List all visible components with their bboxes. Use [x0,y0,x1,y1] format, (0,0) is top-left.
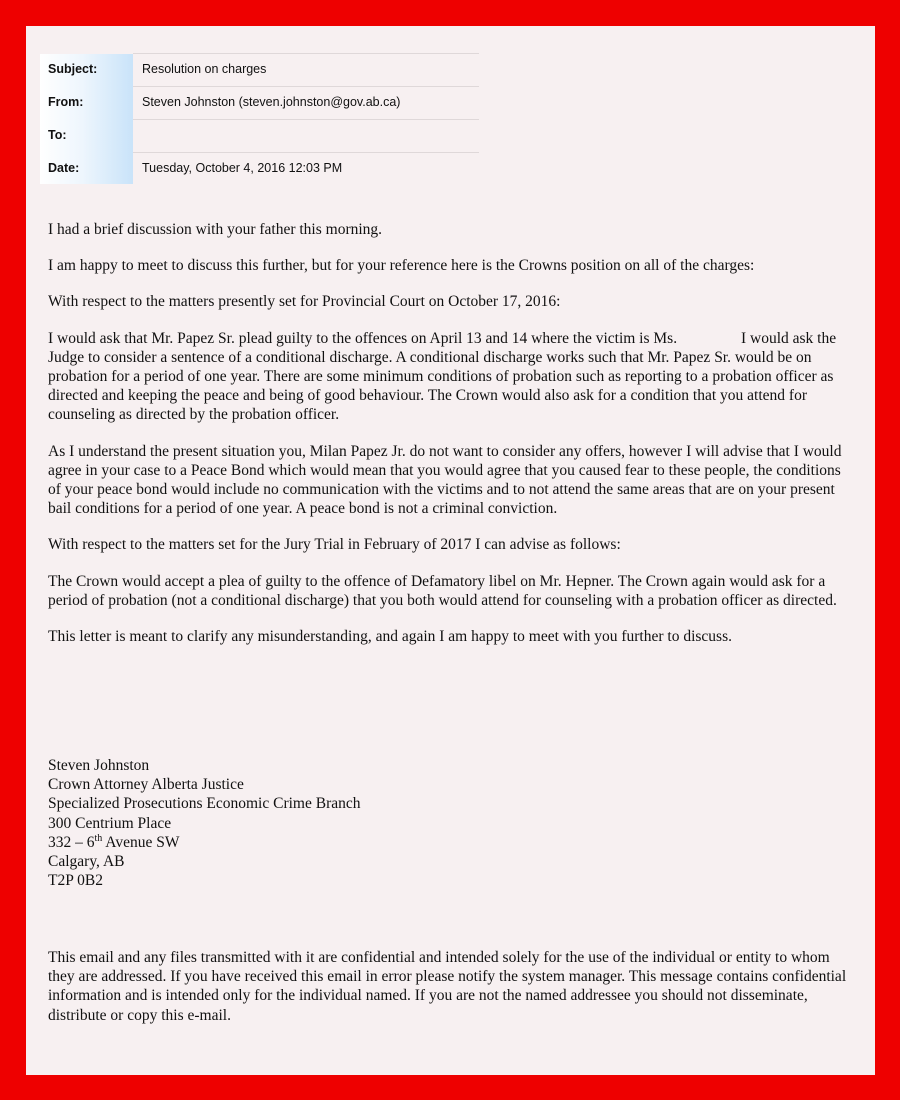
signature-title: Crown Attorney Alberta Justice [48,776,244,794]
confidentiality-disclaimer: This email and any files transmitted with it are confidential and intended solely for the use of the individual or entity to whom they are addressed. If you have received this email in error please notify the system manager. This message contains confidential information and is intended only for the individual named. If you are not the named addressee you should not disseminate, distribute or copy this e-mail. [48,949,847,1024]
paragraph: This letter is meant to clarify any misunderstanding, and again I am happy to meet with you further to discuss. [48,628,732,646]
from-row [26,91,526,113]
date-label: Date: [48,161,80,175]
from-label: From: [48,95,84,109]
header-rule [133,152,479,153]
subject-row [26,58,526,80]
paragraph: The Crown would accept a plea of guilty to the offence of Defamatory libel on Mr. Hepner. The Crown again would ask for a period of probation (not a conditional discharge) that you both would attend for counseling with a probation officer as directed. [48,572,837,609]
paragraph: With respect to the matters set for the Jury Trial in February of 2017 I can advise as follows: [48,536,621,554]
signature-block [48,756,361,890]
paragraph [48,329,843,425]
paragraph: As I understand the present situation you, Milan Papez Jr. do not want to consider any offers, however I will advise that I would agree in your case to a Peace Bond which would mean that you would agree that you caused fear to these people, the conditions of your peace bond would include no communication with the victims and to not attend the same areas that are on your present bail conditions for a period of one year. A peace bond is not a criminal conviction. [48,442,842,518]
paragraph-text: I would ask the Judge to consider a sentence of a conditional discharge. A conditional discharge works such that Mr. Papez Sr. would be on probation for a period of one year. There are some minimum conditions of probation such as reporting to a probation officer as directed and keeping the peace and being of good behaviour. The Crown would also ask for a condition that you attend for counseling as directed by the probation officer. [48,329,837,424]
date-value: Tuesday, October 4, 2016 12:03 PM [142,161,343,175]
paragraph: I am happy to meet to discuss this further, but for your reference here is the Crowns position on all of the charges: [48,257,755,275]
subject-value: Resolution on charges [142,62,267,76]
signature-address-line-1: 300 Centrium Place [48,814,172,832]
email-page [26,26,875,1075]
to-row [26,124,526,146]
from-value: Steven Johnston (steven.johnston@gov.ab.ca) [142,95,401,109]
header-rule [133,119,479,120]
paragraph-text: I would ask that Mr. Papez Sr. plead guilty to the offences on April 13 and 14 where the victim is Ms. [48,329,678,347]
signature-address-line-2: 332 – 6th Avenue SW [48,832,180,851]
signature-city: Calgary, AB [48,853,125,871]
header-rule [133,53,479,54]
date-row [26,157,526,179]
paragraph: I had a brief discussion with your father this morning. [48,221,383,238]
subject-label: Subject: [48,62,98,76]
signature-postal-code: T2P 0B2 [48,872,103,890]
email-body [48,220,843,646]
paragraph: With respect to the matters presently set for Provincial Court on October 17, 2016: [48,293,561,311]
header-rule [133,86,479,87]
signature-branch: Specialized Prosecutions Economic Crime Branch [48,795,361,813]
signature-name: Steven Johnston [48,757,150,774]
to-label: To: [48,128,67,142]
